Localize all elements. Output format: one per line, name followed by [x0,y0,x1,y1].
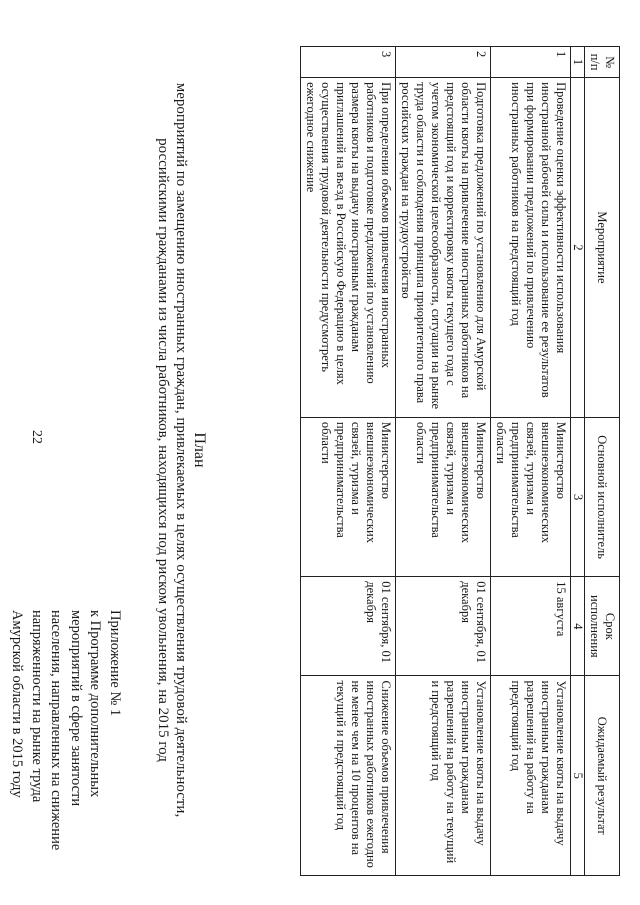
annex-line: Амурской области в 2015 году [9,610,26,798]
annex-line: к Программе дополнительных [87,610,104,798]
plan-title: План [191,432,208,468]
row-activity: При определении объемов привлечения иностранных работников и подготовке предложений по установлению размера квоты на выдачу иностранным гражданам приглашений на въезд в Российскую Федерацию в целях осуществления трудовой деятельности предусмотреть ежегодное снижение [301,78,396,418]
table-row [301,47,396,876]
annex-block [7,610,124,880]
annex-line: мероприятий в сфере занятости [68,610,84,807]
row-num: 2 [396,47,491,78]
plan-subtitle-line-1: мероприятий по замещению иностранных граждан, привлекаемых в целях осуществления трудовой деятельности, [173,82,189,818]
column-number: 3 [571,417,585,576]
row-executor: Министерство внешнеэкономических связей, туризма и предпринимательства области [396,417,491,576]
row-activity: Проведение оценки эффективности использования иностранной рабочей силы и использование ее результатов при формировании предложений по привлечению иностранных работников на предстоящий год [491,78,571,418]
column-number: 4 [571,577,585,676]
column-number: 5 [571,676,585,876]
row-num: 3 [301,47,396,78]
header-activity: Мероприятие [585,78,620,418]
row-result: Снижение объемов привлечения иностранных работников ежегодно не менее чем на 10 процентов на текущий и предстоящий год [301,676,396,876]
row-deadline: 15 августа [491,577,571,676]
rotated-landscape-sheet [10,10,640,890]
table-row [491,47,571,876]
row-executor: Министерство внешнеэкономических связей, туризма и предпринимательства области [491,417,571,576]
column-number: 1 [571,47,585,78]
column-number-row [571,47,585,876]
row-activity: Подготовка предложений по установлению для Амурской области квоты на привлечение иностранных работников на предстоящий год и корректировку квоты текущего года с учетом экономической целесообразности, ситуации на рынке труда области и соблюдения принципа приоритетного права российских граждан на трудоустройство [396,78,491,418]
annex-line: населения, направленных на снижение [48,610,65,851]
row-num: 1 [491,47,571,78]
row-deadline: 01 сентября, 01 декабря [301,577,396,676]
header-num: № п/п [585,47,620,78]
row-result: Установление квоты на выдачу иностранным гражданам разрешений на работу на текущий и предстоящий год [396,676,491,876]
annex-title: Приложение № 1 [107,610,123,717]
table-header-row [585,47,620,876]
column-number: 2 [571,78,585,418]
row-result: Установление квоты на выдачу иностранным гражданам разрешений на работу на предстоящий год [491,676,571,876]
header-result: Ожидаемый результат [585,676,620,876]
plan-table [300,46,620,876]
plan-subtitle-line-2: российскими гражданами из числа работников, находящихся под риском увольнения, на 2015 год [155,138,171,762]
page-number: 22 [29,430,44,444]
row-deadline: 01 сентября, 01 декабря [396,577,491,676]
row-executor: Министерство внешнеэкономических связей, туризма и предпринимательства области [301,417,396,576]
annex-line: напряженности на рынке труда [29,610,45,803]
table-row [396,47,491,876]
header-executor: Основной исполнитель [585,417,620,576]
header-deadline: Срок исполнения [585,577,620,676]
plan-heading [154,20,208,880]
